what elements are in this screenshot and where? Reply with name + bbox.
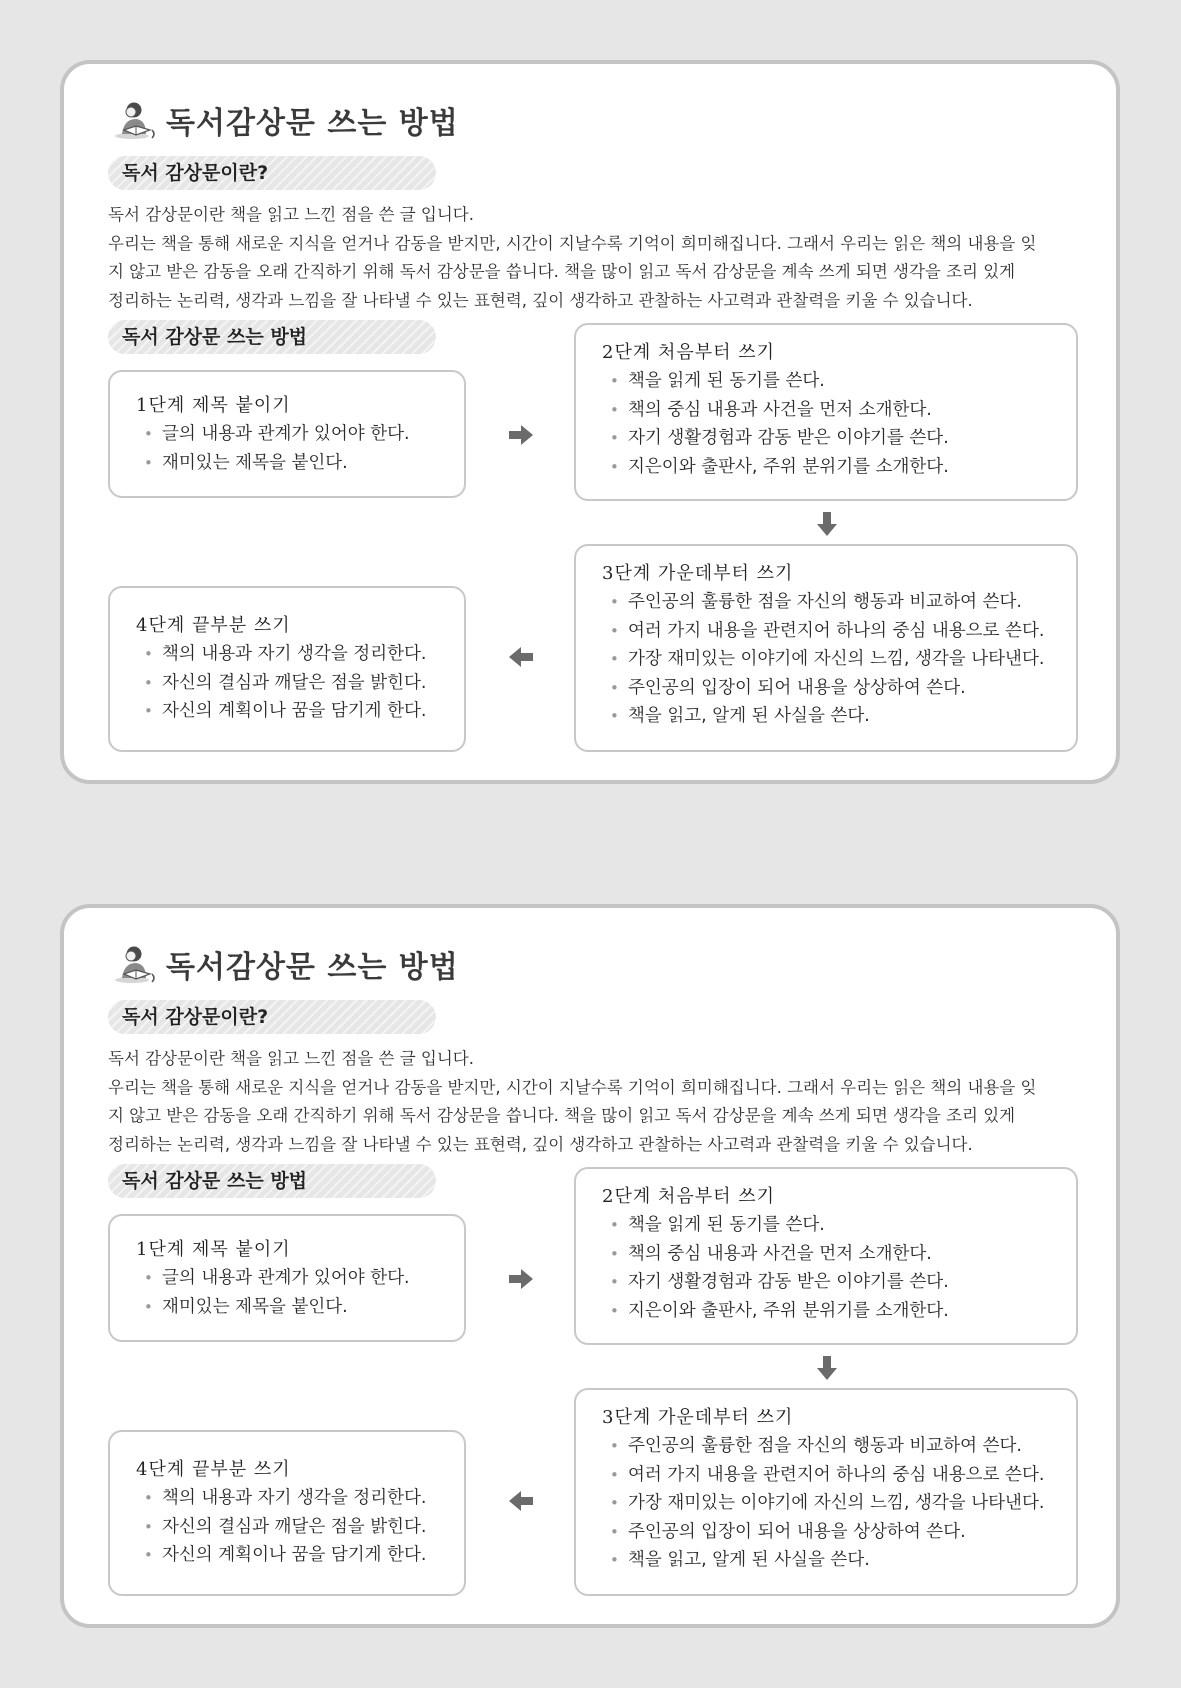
step-list	[136, 1484, 464, 1570]
list-item	[136, 420, 464, 449]
step-title: 4단계 끝부분 쓰기	[136, 1459, 291, 1480]
bullet-icon: •	[144, 1489, 153, 1507]
step-title: 1단계 제목 붙이기	[136, 1239, 291, 1260]
step-box-3	[574, 544, 1078, 752]
intro-paragraph	[108, 1045, 1108, 1159]
step-list	[602, 1211, 1076, 1325]
list-item	[136, 669, 464, 698]
list-item-text: 책을 읽게 된 동기를 쓴다.	[628, 371, 825, 391]
list-item-text: 책의 내용과 자기 생각을 정리한다.	[162, 644, 427, 664]
bullet-icon: •	[610, 400, 619, 419]
bullet-icon: •	[610, 1465, 619, 1484]
list-item	[602, 367, 1076, 396]
list-item-text: 자기 생활경험과 감동 받은 이야기를 쓴다.	[628, 428, 949, 449]
bullet-icon: •	[610, 1301, 619, 1320]
page-title: 독서감상문 쓰는 방법	[166, 106, 459, 141]
list-item	[136, 697, 464, 726]
step-title: 3단계 가운데부터 쓰기	[602, 563, 794, 584]
bullet-icon: •	[144, 453, 153, 472]
list-item	[602, 396, 1076, 425]
list-item-text: 지은이와 출판사, 주위 분위기를 소개한다.	[628, 456, 949, 477]
list-item-text: 책을 읽고, 알게 된 사실을 쓴다.	[628, 1550, 870, 1571]
list-item	[136, 1541, 464, 1570]
list-item	[602, 674, 1076, 703]
bullet-icon: •	[610, 650, 619, 669]
intro-line: 우리는 책을 통해 새로운 지식을 얻거나 감동을 받지만, 시간이 지날수록 기억이 희미해집니다. 그래서 우리는 읽은 책의 내용을 잊	[108, 1077, 1037, 1097]
list-item-text: 주인공의 입장이 되어 내용을 상상하여 쓴다.	[628, 677, 966, 698]
bullet-icon: •	[610, 678, 619, 697]
bullet-icon: •	[144, 1546, 153, 1565]
intro-line: 정리하는 논리력, 생각과 느낌을 잘 나타낼 수 있는 표현력, 깊이 생각하고 관찰하는 사고력과 관찰력을 키울 수 있습니다.	[108, 290, 973, 310]
worksheet-card	[60, 904, 1120, 1628]
list-item	[602, 453, 1076, 482]
step-box-4	[108, 586, 466, 752]
list-item-text: 가장 재미있는 이야기에 자신의 느낌, 생각을 나타낸다.	[628, 649, 1045, 670]
list-item	[602, 1518, 1076, 1547]
list-item-text: 자신의 결심과 깨달은 점을 밝힌다.	[162, 1516, 427, 1537]
step-list	[136, 1264, 464, 1321]
step-list	[602, 1432, 1076, 1575]
intro-line: 지 않고 받은 감동을 오래 간직하기 위해 독서 감상문을 씁니다. 책을 많이 읽고 독서 감상문을 계속 쓰게 되면 생각을 조리 있게	[108, 262, 1016, 281]
list-item	[136, 449, 464, 478]
bullet-icon: •	[610, 593, 619, 611]
step-box-2	[574, 323, 1078, 501]
arrow-right-icon	[508, 422, 534, 448]
list-item-text: 자기 생활경험과 감동 받은 이야기를 쓴다.	[628, 1272, 949, 1293]
list-item	[602, 1268, 1076, 1297]
list-item-text: 글의 내용과 관계가 있어야 한다.	[162, 1268, 410, 1288]
list-item	[602, 1297, 1076, 1326]
section-heading-how: 독서 감상문 쓰는 방법	[108, 320, 436, 354]
list-item	[602, 645, 1076, 674]
section-heading-what: 독서 감상문이란?	[108, 1000, 436, 1034]
page-title: 독서감상문 쓰는 방법	[166, 950, 459, 985]
title-row	[112, 98, 459, 142]
bullet-icon: •	[610, 457, 619, 476]
intro-line: 독서 감상문이란 책을 읽고 느낀 점을 쓴 글 입니다.	[108, 205, 474, 224]
list-item	[136, 1484, 464, 1513]
bullet-icon: •	[610, 621, 619, 640]
list-item	[602, 588, 1076, 617]
section-heading-what: 독서 감상문이란?	[108, 156, 436, 190]
bullet-icon: •	[610, 1522, 619, 1541]
title-row	[112, 942, 459, 986]
bullet-icon: •	[610, 1244, 619, 1263]
step-list	[136, 640, 464, 726]
step-title: 1단계 제목 붙이기	[136, 395, 291, 416]
list-item	[602, 424, 1076, 453]
bullet-icon: •	[610, 1494, 619, 1513]
list-item	[602, 1211, 1076, 1240]
bullet-icon: •	[610, 1437, 619, 1455]
list-item-text: 주인공의 훌륭한 점을 자신의 행동과 비교하여 쓴다.	[628, 1436, 1022, 1456]
step-title: 4단계 끝부분 쓰기	[136, 615, 291, 636]
section-heading-how: 독서 감상문 쓰는 방법	[108, 1164, 436, 1198]
list-item	[602, 702, 1076, 731]
list-item-text: 주인공의 입장이 되어 내용을 상상하여 쓴다.	[628, 1521, 966, 1542]
arrow-right-icon	[508, 1266, 534, 1292]
list-item	[602, 1546, 1076, 1575]
intro-line: 지 않고 받은 감동을 오래 간직하기 위해 독서 감상문을 씁니다. 책을 많이 읽고 독서 감상문을 계속 쓰게 되면 생각을 조리 있게	[108, 1106, 1016, 1125]
step-box-3	[574, 1388, 1078, 1596]
list-item	[602, 1489, 1076, 1518]
bullet-icon: •	[144, 673, 153, 692]
list-item-text: 여러 가지 내용을 관련지어 하나의 중심 내용으로 쓴다.	[628, 1464, 1045, 1485]
step-list	[136, 420, 464, 477]
intro-line: 정리하는 논리력, 생각과 느낌을 잘 나타낼 수 있는 표현력, 깊이 생각하고 관찰하는 사고력과 관찰력을 키울 수 있습니다.	[108, 1134, 973, 1154]
intro-line: 독서 감상문이란 책을 읽고 느낀 점을 쓴 글 입니다.	[108, 1049, 474, 1068]
worksheet-card	[60, 60, 1120, 784]
bullet-icon: •	[144, 1517, 153, 1536]
step-title: 2단계 처음부터 쓰기	[602, 1186, 775, 1207]
list-item	[602, 617, 1076, 646]
step-box-1	[108, 1214, 466, 1342]
bullet-icon: •	[144, 425, 153, 443]
list-item-text: 재미있는 제목을 붙인다.	[162, 452, 348, 473]
reading-child-icon	[112, 944, 160, 984]
list-item-text: 책의 중심 내용과 사건을 먼저 소개한다.	[628, 1243, 932, 1264]
bullet-icon: •	[610, 1551, 619, 1570]
bullet-icon: •	[144, 1297, 153, 1316]
list-item-text: 자신의 계획이나 꿈을 담기게 한다.	[162, 701, 427, 722]
step-box-4	[108, 1430, 466, 1596]
step-box-1	[108, 370, 466, 498]
bullet-icon: •	[144, 1269, 153, 1287]
step-title: 3단계 가운데부터 쓰기	[602, 1407, 794, 1428]
list-item-text: 지은이와 출판사, 주위 분위기를 소개한다.	[628, 1300, 949, 1321]
intro-paragraph	[108, 201, 1108, 315]
step-title: 2단계 처음부터 쓰기	[602, 342, 775, 363]
bullet-icon: •	[610, 429, 619, 448]
reading-child-icon	[112, 100, 160, 140]
list-item	[136, 1264, 464, 1293]
intro-line: 우리는 책을 통해 새로운 지식을 얻거나 감동을 받지만, 시간이 지날수록 기억이 희미해집니다. 그래서 우리는 읽은 책의 내용을 잊	[108, 233, 1037, 253]
arrow-down-icon	[814, 511, 840, 537]
list-item	[602, 1461, 1076, 1490]
arrow-left-icon	[508, 644, 534, 670]
list-item	[136, 1293, 464, 1322]
bullet-icon: •	[610, 1216, 619, 1234]
arrow-left-icon	[508, 1488, 534, 1514]
step-list	[602, 588, 1076, 731]
step-list	[602, 367, 1076, 481]
list-item-text: 여러 가지 내용을 관련지어 하나의 중심 내용으로 쓴다.	[628, 620, 1045, 641]
list-item-text: 책의 중심 내용과 사건을 먼저 소개한다.	[628, 399, 932, 420]
bullet-icon: •	[610, 1273, 619, 1292]
list-item	[136, 1513, 464, 1542]
list-item-text: 가장 재미있는 이야기에 자신의 느낌, 생각을 나타낸다.	[628, 1493, 1045, 1514]
bullet-icon: •	[610, 372, 619, 390]
list-item-text: 책을 읽게 된 동기를 쓴다.	[628, 1215, 825, 1235]
list-item-text: 재미있는 제목을 붙인다.	[162, 1296, 348, 1317]
list-item	[136, 640, 464, 669]
list-item-text: 책의 내용과 자기 생각을 정리한다.	[162, 1488, 427, 1508]
list-item-text: 자신의 결심과 깨달은 점을 밝힌다.	[162, 672, 427, 693]
bullet-icon: •	[610, 707, 619, 726]
list-item	[602, 1240, 1076, 1269]
list-item-text: 글의 내용과 관계가 있어야 한다.	[162, 424, 410, 444]
bullet-icon: •	[144, 702, 153, 721]
arrow-down-icon	[814, 1355, 840, 1381]
list-item-text: 책을 읽고, 알게 된 사실을 쓴다.	[628, 706, 870, 727]
bullet-icon: •	[144, 645, 153, 663]
list-item	[602, 1432, 1076, 1461]
list-item-text: 주인공의 훌륭한 점을 자신의 행동과 비교하여 쓴다.	[628, 592, 1022, 612]
step-box-2	[574, 1167, 1078, 1345]
list-item-text: 자신의 계획이나 꿈을 담기게 한다.	[162, 1545, 427, 1566]
